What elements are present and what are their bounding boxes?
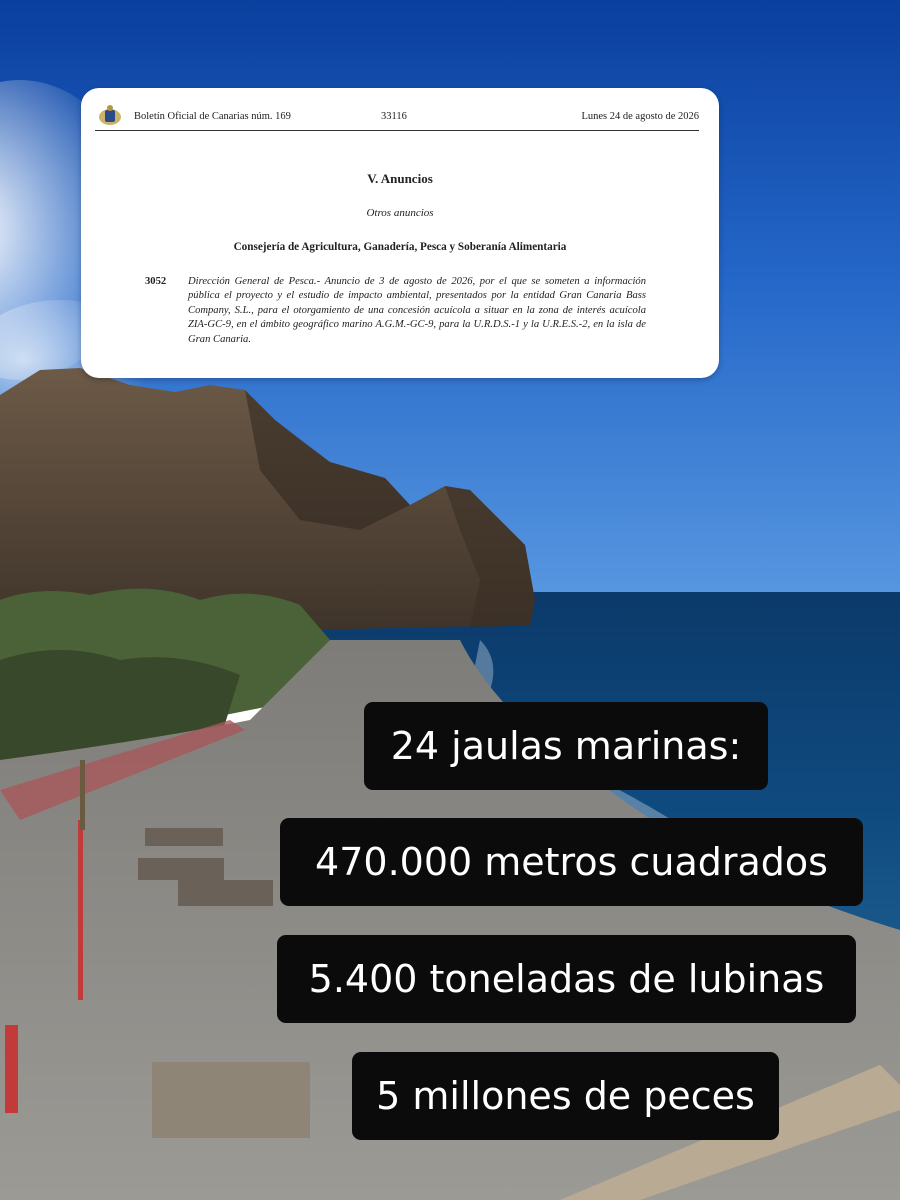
fact-area: 470.000 metros cuadrados xyxy=(280,818,863,906)
bulletin-header xyxy=(95,106,699,131)
page-number: 33116 xyxy=(381,111,407,122)
section-title: V. Anuncios xyxy=(367,171,433,186)
announcement-number: 3052 xyxy=(145,276,167,287)
subsection-title: Otros anuncios xyxy=(366,207,434,219)
post xyxy=(5,1025,18,1113)
fact-cages: 24 jaulas marinas: xyxy=(364,702,768,790)
lounge-platform xyxy=(145,828,223,846)
fact-fish-count: 5 millones de peces xyxy=(352,1052,779,1140)
lounge-platform xyxy=(152,1062,310,1138)
bulletin-date: Lunes 24 de agosto de 2026 xyxy=(581,111,699,122)
announcement-text: Dirección General de Pesca.- Anuncio de 3 de agosto de 2026, por el que se someten a información pública el proyecto y el estudio de impacto ambiental, presentados por la entidad Gran Canaria Bass Company, S.L., para el otorgamiento de una concesión acuícola a situar en la zona de interés acuícola ZIA-GC-9, en el ámbito geográfico marino A.G.M.-GC-9, para la U.R.D.S.-1 y la U.R.E.S.-2, en la isla de Gran Canaria. xyxy=(188,276,646,345)
lounge-platform xyxy=(138,858,224,880)
canary-islands-crest-icon xyxy=(97,102,123,128)
fact-tonnage: 5.400 toneladas de lubinas xyxy=(277,935,856,1023)
palm-trunk xyxy=(80,760,85,830)
post xyxy=(78,820,83,1000)
bulletin-name: Boletín Oficial de Canarias núm. 169 xyxy=(134,111,291,122)
lounge-platform xyxy=(178,880,273,906)
ministry-name: Consejería de Agricultura, Ganadería, Pesca y Soberanía Alimentaria xyxy=(233,241,567,253)
official-bulletin-excerpt xyxy=(81,88,719,378)
